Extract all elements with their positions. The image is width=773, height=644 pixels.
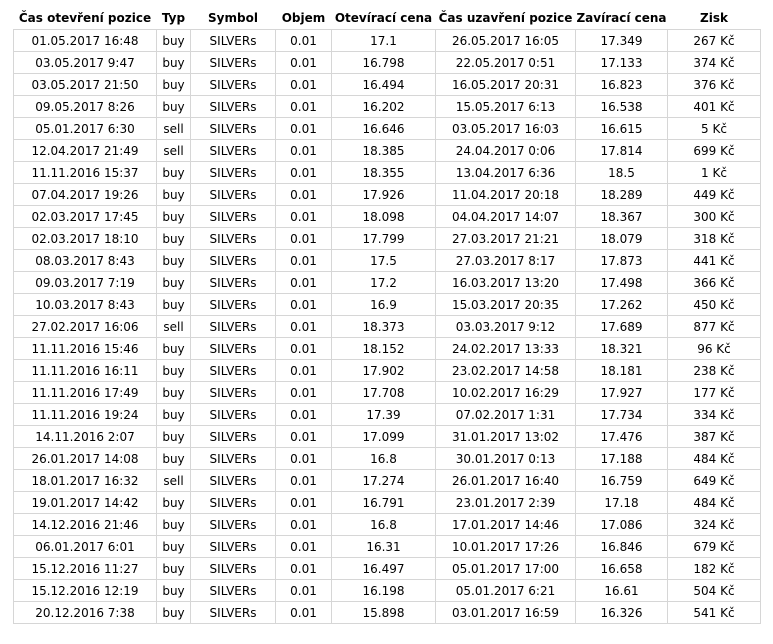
cell-close-price: 18.5: [576, 162, 668, 184]
table-row: [14, 338, 761, 360]
cell-open-time: 02.03.2017 17:45: [14, 206, 157, 228]
cell-type: buy: [157, 162, 191, 184]
cell-open-price: 16.798: [332, 52, 436, 74]
cell-open-time: 15.12.2016 12:19: [14, 580, 157, 602]
cell-symbol: SILVERs: [191, 602, 276, 624]
cell-close-price: 17.18: [576, 492, 668, 514]
cell-symbol: SILVERs: [191, 404, 276, 426]
cell-close-time: 23.01.2017 2:39: [436, 492, 576, 514]
cell-profit: 450 Kč: [668, 294, 761, 316]
cell-open-time: 03.05.2017 21:50: [14, 74, 157, 96]
cell-volume: 0.01: [276, 30, 332, 52]
cell-symbol: SILVERs: [191, 52, 276, 74]
cell-open-time: 10.03.2017 8:43: [14, 294, 157, 316]
cell-symbol: SILVERs: [191, 118, 276, 140]
cell-close-price: 17.262: [576, 294, 668, 316]
cell-close-time: 27.03.2017 21:21: [436, 228, 576, 250]
cell-open-price: 17.5: [332, 250, 436, 272]
cell-open-time: 19.01.2017 14:42: [14, 492, 157, 514]
cell-close-price: 17.133: [576, 52, 668, 74]
cell-close-price: 18.079: [576, 228, 668, 250]
cell-profit: 376 Kč: [668, 74, 761, 96]
cell-profit: 649 Kč: [668, 470, 761, 492]
cell-volume: 0.01: [276, 536, 332, 558]
cell-close-time: 16.03.2017 13:20: [436, 272, 576, 294]
cell-type: buy: [157, 338, 191, 360]
cell-symbol: SILVERs: [191, 448, 276, 470]
cell-open-price: 17.926: [332, 184, 436, 206]
cell-symbol: SILVERs: [191, 580, 276, 602]
cell-open-time: 02.03.2017 18:10: [14, 228, 157, 250]
cell-profit: 484 Kč: [668, 492, 761, 514]
table-row: [14, 228, 761, 250]
cell-symbol: SILVERs: [191, 162, 276, 184]
table-row: [14, 382, 761, 404]
cell-open-time: 06.01.2017 6:01: [14, 536, 157, 558]
cell-open-price: 18.385: [332, 140, 436, 162]
table-row: [14, 250, 761, 272]
header-type: Typ: [161, 11, 186, 25]
cell-close-time: 13.04.2017 6:36: [436, 162, 576, 184]
cell-symbol: SILVERs: [191, 74, 276, 96]
cell-type: buy: [157, 558, 191, 580]
cell-symbol: SILVERs: [191, 96, 276, 118]
cell-open-time: 05.01.2017 6:30: [14, 118, 157, 140]
cell-open-time: 09.05.2017 8:26: [14, 96, 157, 118]
cell-close-time: 22.05.2017 0:51: [436, 52, 576, 74]
cell-volume: 0.01: [276, 294, 332, 316]
cell-symbol: SILVERs: [191, 382, 276, 404]
cell-close-time: 17.01.2017 14:46: [436, 514, 576, 536]
cell-close-price: 16.61: [576, 580, 668, 602]
cell-close-price: 17.349: [576, 30, 668, 52]
cell-volume: 0.01: [276, 74, 332, 96]
cell-symbol: SILVERs: [191, 184, 276, 206]
header-volume: Objem: [281, 11, 326, 25]
cell-volume: 0.01: [276, 52, 332, 74]
cell-type: buy: [157, 272, 191, 294]
cell-close-time: 07.02.2017 1:31: [436, 404, 576, 426]
table-row: [14, 162, 761, 184]
cell-profit: 324 Kč: [668, 514, 761, 536]
cell-profit: 387 Kč: [668, 426, 761, 448]
cell-volume: 0.01: [276, 338, 332, 360]
cell-close-price: 17.498: [576, 272, 668, 294]
cell-profit: 1 Kč: [668, 162, 761, 184]
cell-close-time: 03.05.2017 16:03: [436, 118, 576, 140]
cell-close-time: 05.01.2017 17:00: [436, 558, 576, 580]
cell-open-time: 01.05.2017 16:48: [14, 30, 157, 52]
cell-open-price: 17.799: [332, 228, 436, 250]
cell-close-time: 15.05.2017 6:13: [436, 96, 576, 118]
cell-open-time: 11.11.2016 17:49: [14, 382, 157, 404]
cell-open-price: 16.646: [332, 118, 436, 140]
cell-close-price: 16.823: [576, 74, 668, 96]
cell-open-price: 16.497: [332, 558, 436, 580]
cell-close-price: 16.759: [576, 470, 668, 492]
header-close-price: Zavírací cena: [576, 11, 667, 25]
cell-close-price: 17.873: [576, 250, 668, 272]
cell-type: sell: [157, 470, 191, 492]
cell-open-time: 11.11.2016 15:46: [14, 338, 157, 360]
cell-profit: 449 Kč: [668, 184, 761, 206]
cell-volume: 0.01: [276, 140, 332, 162]
cell-open-price: 15.898: [332, 602, 436, 624]
cell-close-time: 04.04.2017 14:07: [436, 206, 576, 228]
cell-close-time: 15.03.2017 20:35: [436, 294, 576, 316]
cell-profit: 877 Kč: [668, 316, 761, 338]
cell-close-price: 18.321: [576, 338, 668, 360]
cell-profit: 267 Kč: [668, 30, 761, 52]
cell-symbol: SILVERs: [191, 272, 276, 294]
table-row: [14, 52, 761, 74]
cell-open-time: 07.04.2017 19:26: [14, 184, 157, 206]
cell-type: buy: [157, 184, 191, 206]
cell-close-price: 17.927: [576, 382, 668, 404]
cell-symbol: SILVERs: [191, 250, 276, 272]
table-row: [14, 536, 761, 558]
cell-close-price: 16.846: [576, 536, 668, 558]
cell-close-time: 11.04.2017 20:18: [436, 184, 576, 206]
cell-type: buy: [157, 536, 191, 558]
cell-open-time: 26.01.2017 14:08: [14, 448, 157, 470]
cell-symbol: SILVERs: [191, 558, 276, 580]
cell-type: buy: [157, 492, 191, 514]
cell-profit: 401 Kč: [668, 96, 761, 118]
cell-type: sell: [157, 140, 191, 162]
cell-close-price: 16.538: [576, 96, 668, 118]
cell-volume: 0.01: [276, 184, 332, 206]
cell-type: buy: [157, 228, 191, 250]
header-open-time: Čas otevření pozice: [18, 11, 152, 25]
cell-type: buy: [157, 294, 191, 316]
cell-symbol: SILVERs: [191, 536, 276, 558]
header-profit: Zisk: [700, 11, 728, 25]
cell-volume: 0.01: [276, 250, 332, 272]
cell-open-price: 18.098: [332, 206, 436, 228]
trade-history-table: [13, 7, 761, 624]
cell-symbol: SILVERs: [191, 316, 276, 338]
cell-open-time: 12.04.2017 21:49: [14, 140, 157, 162]
cell-open-time: 09.03.2017 7:19: [14, 272, 157, 294]
cell-profit: 484 Kč: [668, 448, 761, 470]
table-row: [14, 316, 761, 338]
cell-volume: 0.01: [276, 448, 332, 470]
table-row: [14, 448, 761, 470]
header-symbol: Symbol: [208, 11, 258, 25]
cell-open-price: 17.2: [332, 272, 436, 294]
cell-close-time: 24.04.2017 0:06: [436, 140, 576, 162]
cell-close-time: 03.03.2017 9:12: [436, 316, 576, 338]
trade-history-container: [13, 7, 761, 624]
cell-profit: 374 Kč: [668, 52, 761, 74]
table-row: [14, 140, 761, 162]
cell-close-price: 17.086: [576, 514, 668, 536]
cell-type: buy: [157, 382, 191, 404]
cell-close-price: 16.326: [576, 602, 668, 624]
cell-open-time: 08.03.2017 8:43: [14, 250, 157, 272]
cell-close-price: 18.289: [576, 184, 668, 206]
cell-symbol: SILVERs: [191, 294, 276, 316]
cell-type: sell: [157, 118, 191, 140]
cell-symbol: SILVERs: [191, 514, 276, 536]
cell-volume: 0.01: [276, 162, 332, 184]
cell-volume: 0.01: [276, 206, 332, 228]
cell-volume: 0.01: [276, 316, 332, 338]
cell-type: buy: [157, 580, 191, 602]
cell-open-price: 16.8: [332, 448, 436, 470]
cell-close-time: 31.01.2017 13:02: [436, 426, 576, 448]
cell-symbol: SILVERs: [191, 228, 276, 250]
header-row: [14, 7, 761, 30]
cell-open-time: 15.12.2016 11:27: [14, 558, 157, 580]
cell-profit: 334 Kč: [668, 404, 761, 426]
table-row: [14, 426, 761, 448]
cell-close-time: 16.05.2017 20:31: [436, 74, 576, 96]
cell-volume: 0.01: [276, 492, 332, 514]
table-row: [14, 294, 761, 316]
cell-open-price: 17.1: [332, 30, 436, 52]
cell-open-price: 16.8: [332, 514, 436, 536]
cell-profit: 182 Kč: [668, 558, 761, 580]
cell-open-time: 18.01.2017 16:32: [14, 470, 157, 492]
table-row: [14, 74, 761, 96]
cell-type: buy: [157, 514, 191, 536]
cell-open-price: 17.39: [332, 404, 436, 426]
cell-close-time: 26.01.2017 16:40: [436, 470, 576, 492]
cell-volume: 0.01: [276, 580, 332, 602]
cell-symbol: SILVERs: [191, 140, 276, 162]
cell-volume: 0.01: [276, 96, 332, 118]
cell-symbol: SILVERs: [191, 338, 276, 360]
cell-profit: 5 Kč: [668, 118, 761, 140]
cell-type: buy: [157, 602, 191, 624]
cell-type: buy: [157, 426, 191, 448]
table-header: [14, 7, 761, 30]
cell-close-time: 26.05.2017 16:05: [436, 30, 576, 52]
cell-type: sell: [157, 316, 191, 338]
cell-type: buy: [157, 206, 191, 228]
cell-close-time: 30.01.2017 0:13: [436, 448, 576, 470]
table-row: [14, 470, 761, 492]
cell-close-time: 10.01.2017 17:26: [436, 536, 576, 558]
table-row: [14, 360, 761, 382]
cell-type: buy: [157, 404, 191, 426]
cell-open-time: 11.11.2016 19:24: [14, 404, 157, 426]
cell-open-time: 27.02.2017 16:06: [14, 316, 157, 338]
cell-close-price: 16.615: [576, 118, 668, 140]
cell-type: buy: [157, 30, 191, 52]
cell-profit: 238 Kč: [668, 360, 761, 382]
cell-symbol: SILVERs: [191, 360, 276, 382]
cell-open-price: 16.202: [332, 96, 436, 118]
cell-profit: 300 Kč: [668, 206, 761, 228]
cell-open-price: 17.099: [332, 426, 436, 448]
cell-type: buy: [157, 448, 191, 470]
cell-open-price: 18.373: [332, 316, 436, 338]
cell-close-price: 17.814: [576, 140, 668, 162]
table-row: [14, 96, 761, 118]
cell-open-price: 16.494: [332, 74, 436, 96]
cell-open-time: 03.05.2017 9:47: [14, 52, 157, 74]
cell-profit: 96 Kč: [668, 338, 761, 360]
cell-close-price: 18.367: [576, 206, 668, 228]
cell-close-time: 05.01.2017 6:21: [436, 580, 576, 602]
cell-open-time: 14.11.2016 2:07: [14, 426, 157, 448]
cell-close-time: 03.01.2017 16:59: [436, 602, 576, 624]
cell-volume: 0.01: [276, 228, 332, 250]
cell-volume: 0.01: [276, 404, 332, 426]
cell-open-price: 16.791: [332, 492, 436, 514]
cell-symbol: SILVERs: [191, 30, 276, 52]
cell-volume: 0.01: [276, 558, 332, 580]
cell-profit: 541 Kč: [668, 602, 761, 624]
cell-volume: 0.01: [276, 602, 332, 624]
header-open-price: Otevírací cena: [334, 11, 433, 25]
cell-close-time: 24.02.2017 13:33: [436, 338, 576, 360]
table-row: [14, 272, 761, 294]
cell-type: buy: [157, 52, 191, 74]
cell-profit: 679 Kč: [668, 536, 761, 558]
table-body: [14, 30, 761, 624]
cell-close-time: 23.02.2017 14:58: [436, 360, 576, 382]
cell-close-price: 17.476: [576, 426, 668, 448]
table-row: [14, 492, 761, 514]
cell-volume: 0.01: [276, 514, 332, 536]
cell-volume: 0.01: [276, 272, 332, 294]
cell-open-time: 20.12.2016 7:38: [14, 602, 157, 624]
cell-close-price: 16.658: [576, 558, 668, 580]
cell-symbol: SILVERs: [191, 426, 276, 448]
cell-close-price: 18.181: [576, 360, 668, 382]
cell-open-price: 18.152: [332, 338, 436, 360]
cell-close-price: 17.188: [576, 448, 668, 470]
table-row: [14, 602, 761, 624]
cell-profit: 318 Kč: [668, 228, 761, 250]
cell-close-price: 17.689: [576, 316, 668, 338]
cell-volume: 0.01: [276, 360, 332, 382]
cell-profit: 441 Kč: [668, 250, 761, 272]
cell-open-price: 16.198: [332, 580, 436, 602]
cell-type: buy: [157, 360, 191, 382]
table-row: [14, 558, 761, 580]
cell-profit: 504 Kč: [668, 580, 761, 602]
cell-type: buy: [157, 96, 191, 118]
table-row: [14, 404, 761, 426]
cell-symbol: SILVERs: [191, 470, 276, 492]
cell-close-time: 10.02.2017 16:29: [436, 382, 576, 404]
cell-profit: 699 Kč: [668, 140, 761, 162]
table-row: [14, 514, 761, 536]
table-row: [14, 118, 761, 140]
cell-type: buy: [157, 74, 191, 96]
cell-open-price: 17.274: [332, 470, 436, 492]
cell-close-time: 27.03.2017 8:17: [436, 250, 576, 272]
cell-volume: 0.01: [276, 426, 332, 448]
cell-volume: 0.01: [276, 382, 332, 404]
table-row: [14, 30, 761, 52]
cell-type: buy: [157, 250, 191, 272]
table-row: [14, 184, 761, 206]
cell-open-time: 11.11.2016 15:37: [14, 162, 157, 184]
cell-symbol: SILVERs: [191, 206, 276, 228]
table-row: [14, 206, 761, 228]
cell-open-price: 16.9: [332, 294, 436, 316]
cell-volume: 0.01: [276, 118, 332, 140]
cell-open-price: 18.355: [332, 162, 436, 184]
cell-volume: 0.01: [276, 470, 332, 492]
cell-open-time: 11.11.2016 16:11: [14, 360, 157, 382]
cell-open-price: 16.31: [332, 536, 436, 558]
cell-profit: 177 Kč: [668, 382, 761, 404]
cell-open-price: 17.708: [332, 382, 436, 404]
cell-open-price: 17.902: [332, 360, 436, 382]
header-close-time: Čas uzavření pozice: [438, 11, 573, 25]
cell-close-price: 17.734: [576, 404, 668, 426]
cell-symbol: SILVERs: [191, 492, 276, 514]
cell-open-time: 14.12.2016 21:46: [14, 514, 157, 536]
cell-profit: 366 Kč: [668, 272, 761, 294]
table-row: [14, 580, 761, 602]
